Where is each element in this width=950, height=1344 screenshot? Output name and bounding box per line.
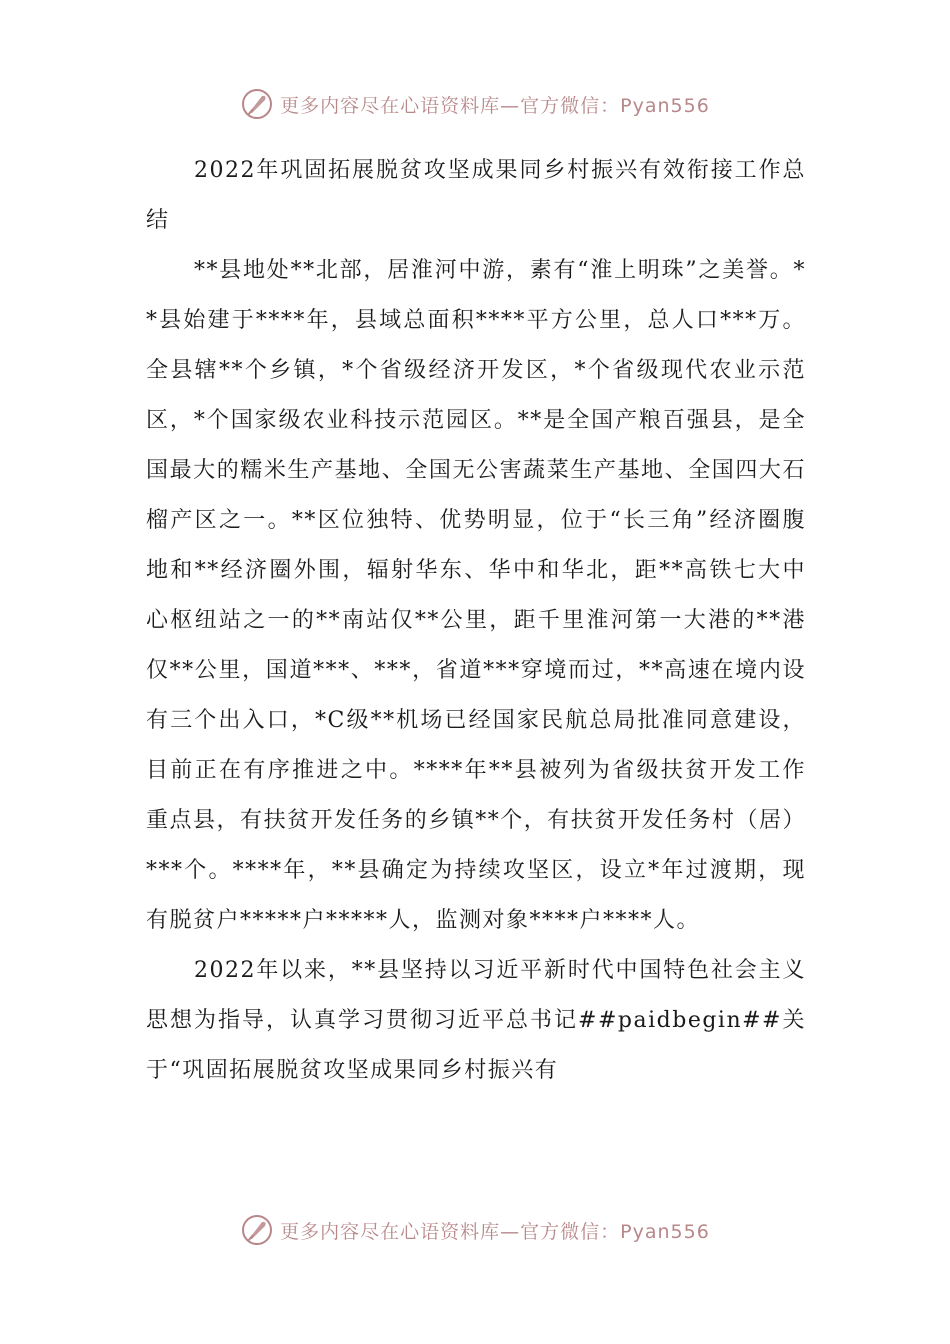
watermark-text: 更多内容尽在心语资料库—官方微信：Pyan556 [280, 94, 710, 117]
watermark-banner-top [0, 84, 950, 124]
feather-pen-icon [240, 1213, 274, 1247]
document-title: 2022年巩固拓展脱贫攻坚成果同乡村振兴有效衔接工作总结 [146, 158, 806, 233]
watermark-banner-bottom [0, 1210, 950, 1250]
feather-pen-icon [240, 87, 274, 121]
paragraph: 2022年以来，**县坚持以习近平新时代中国特色社会主义思想为指导，认真学习贯彻习近平总书记##paidbegin##关于“巩固拓展脱贫攻坚成果同乡村振兴有 [146, 958, 806, 1083]
watermark-text: 更多内容尽在心语资料库—官方微信：Pyan556 [280, 1220, 710, 1243]
document-body [146, 146, 806, 1096]
paragraph: **县地处**北部，居淮河中游，素有“淮上明珠”之美誉。**县始建于****年，县域总面积****平方公里，总人口***万。全县辖**个乡镇，*个省级经济开发区，*个省级现代农业示范区，*个国家级农业科技示范园区。**是全国产粮百强县，是全国最大的糯米生产基地、全国无公害蔬菜生产基地、全国四大石榴产区之一。**区位独特、优势明显，位于“长三角”经济圈腹地和**经济圈外围，辐射华东、华中和华北，距**高铁七大中心枢纽站之一的**南站仅**公里，距千里淮河第一大港的**港仅**公里，国道***、***，省道***穿境而过，**高速在境内设有三个出入口，*C级**机场已经国家民航总局批准同意建设，目前正在有序推进之中。****年**县被列为省级扶贫开发工作重点县，有扶贫开发任务的乡镇**个，有扶贫开发任务村（居）***个。****年，**县确定为持续攻坚区，设立*年过渡期，现有脱贫户*****户*****人，监测对象****户****人。 [146, 258, 806, 933]
